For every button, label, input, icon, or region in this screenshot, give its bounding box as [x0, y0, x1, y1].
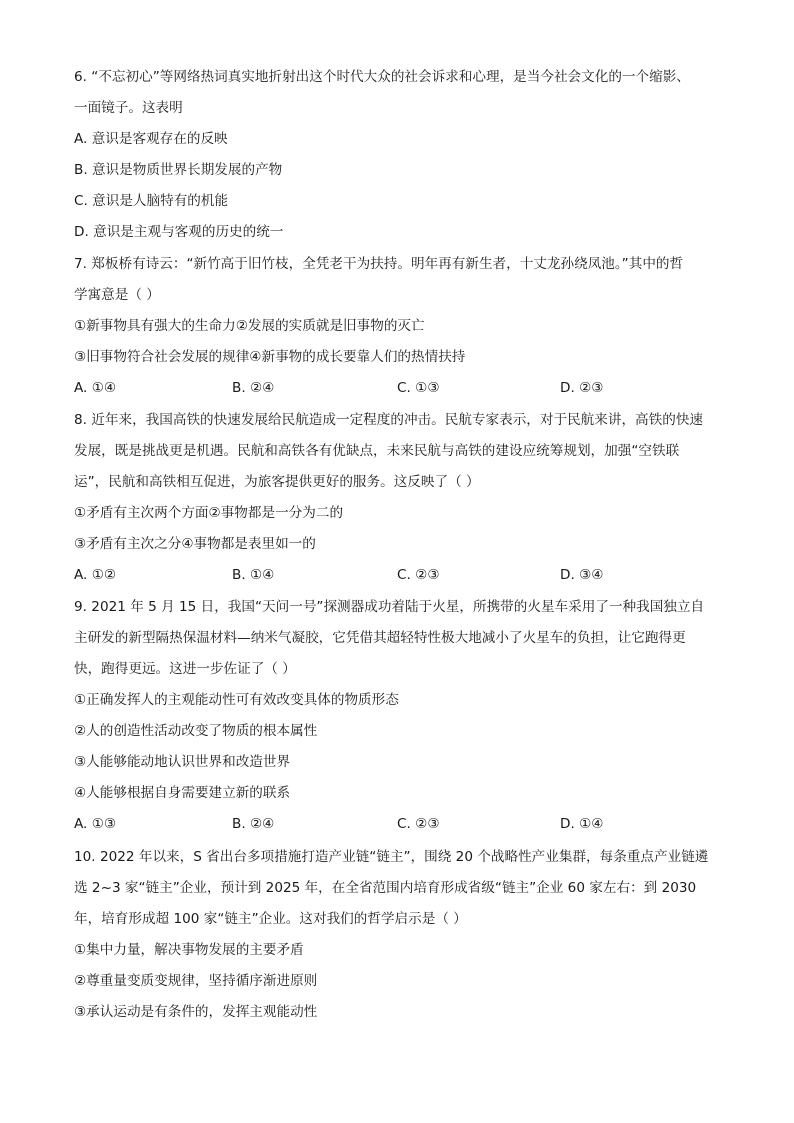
question-8-option-a: A. ①② [74, 567, 117, 583]
question-9-stem-line-3: 快，跑得更远。这进一步佐证了（ ） [74, 661, 296, 677]
question-7-options [74, 379, 734, 397]
question-7-option-a: A. ①④ [74, 380, 117, 396]
question-10-statement-3: ③承认运动是有条件的，发挥主观能动性 [74, 1004, 318, 1020]
question-9-stem-line-2: 主研发的新型隔热保温材料—纳米气凝胶，它凭借其超轻特性极大地减小了火星车的负担，让它跑得更 [74, 630, 686, 646]
question-8-option-d: D. ③④ [560, 567, 604, 583]
question-7-statement-1: ①新事物具有强大的生命力②发展的实质就是旧事物的灭亡 [74, 318, 425, 334]
question-9-option-d: D. ①④ [560, 816, 604, 832]
question-7-option-c: C. ①③ [397, 380, 440, 396]
question-6-choice-b: B. 意识是物质世界长期发展的产物 [74, 162, 283, 178]
question-9-options [74, 815, 734, 833]
question-9-stem-line-1: 9. 2021 年 5 月 15 日，我国“天问一号”探测器成功着陆于火星，所携带的火星车采用了一种我国独立自 [74, 599, 705, 615]
question-9-statement-3: ③人能够能动地认识世界和改造世界 [74, 754, 291, 770]
question-6-stem-line-1: 6. “不忘初心”等网络热词真实地折射出这个时代大众的社会诉求和心理，是当今社会文化的一个缩影、 [74, 69, 690, 85]
question-9-statement-2: ②人的创造性活动改变了物质的根本属性 [74, 723, 318, 739]
question-10-statement-1: ①集中力量，解决事物发展的主要矛盾 [74, 942, 304, 958]
question-8-stem-line-3: 运”，民航和高铁相互促进，为旅客提供更好的服务。这反映了（ ） [74, 474, 480, 490]
question-8-option-b: B. ①④ [232, 567, 275, 583]
question-6-choice-a: A. 意识是客观存在的反映 [74, 131, 228, 147]
question-8-options [74, 566, 734, 584]
question-10-statement-2: ②尊重量变质变规律，坚持循序渐进原则 [74, 973, 318, 989]
question-10-stem-line-1: 10. 2022 年以来，S 省出台多项措施打造产业链“链主”，围绕 20 个战略性产业集群，每条重点产业链遴 [74, 849, 709, 865]
question-9-statement-1: ①正确发挥人的主观能动性可有效改变具体的物质形态 [74, 692, 399, 708]
question-8-stem-line-2: 发展，既是挑战更是机遇。民航和高铁各有优缺点，未来民航与高铁的建设应统筹规划，加强“空铁联 [74, 443, 680, 459]
question-8-option-c: C. ②③ [397, 567, 440, 583]
question-8-statement-1: ①矛盾有主次两个方面②事物都是一分为二的 [74, 505, 344, 521]
question-7-stem-line-1: 7. 郑板桥有诗云：“新竹高于旧竹枝，全凭老干为扶持。明年再有新生者，十丈龙孙绕凤池。”其中的哲 [74, 256, 684, 272]
question-6-choice-d: D. 意识是主观与客观的历史的统一 [74, 224, 284, 240]
question-7-stem-line-2: 学寓意是（ ） [74, 287, 160, 303]
question-9-option-a: A. ①③ [74, 816, 117, 832]
question-6-stem-line-2: 一面镜子。这表明 [74, 100, 183, 116]
question-10-stem-line-2: 选 2~3 家“链主”企业，预计到 2025 年，在全省范围内培育形成省级“链主”企业 60 家左右：到 2030 [74, 880, 697, 896]
question-10-stem-line-3: 年，培育形成超 100 家“链主”企业。这对我们的哲学启示是（ ） [74, 911, 467, 927]
question-7-statement-2: ③旧事物符合社会发展的规律④新事物的成长要靠人们的热情扶持 [74, 349, 466, 365]
question-8-statement-2: ③矛盾有主次之分④事物都是表里如一的 [74, 536, 316, 552]
question-7-option-d: D. ②③ [560, 380, 604, 396]
question-9-statement-4: ④人能够根据自身需要建立新的联系 [74, 785, 291, 801]
question-6-choice-c: C. 意识是人脑特有的机能 [74, 193, 229, 209]
question-9-option-b: B. ②④ [232, 816, 275, 832]
question-9-option-c: C. ②③ [397, 816, 440, 832]
question-7-option-b: B. ②④ [232, 380, 275, 396]
question-8-stem-line-1: 8. 近年来，我国高铁的快速发展给民航造成一定程度的冲击。民航专家表示，对于民航来讲，高铁的快速 [74, 412, 704, 428]
